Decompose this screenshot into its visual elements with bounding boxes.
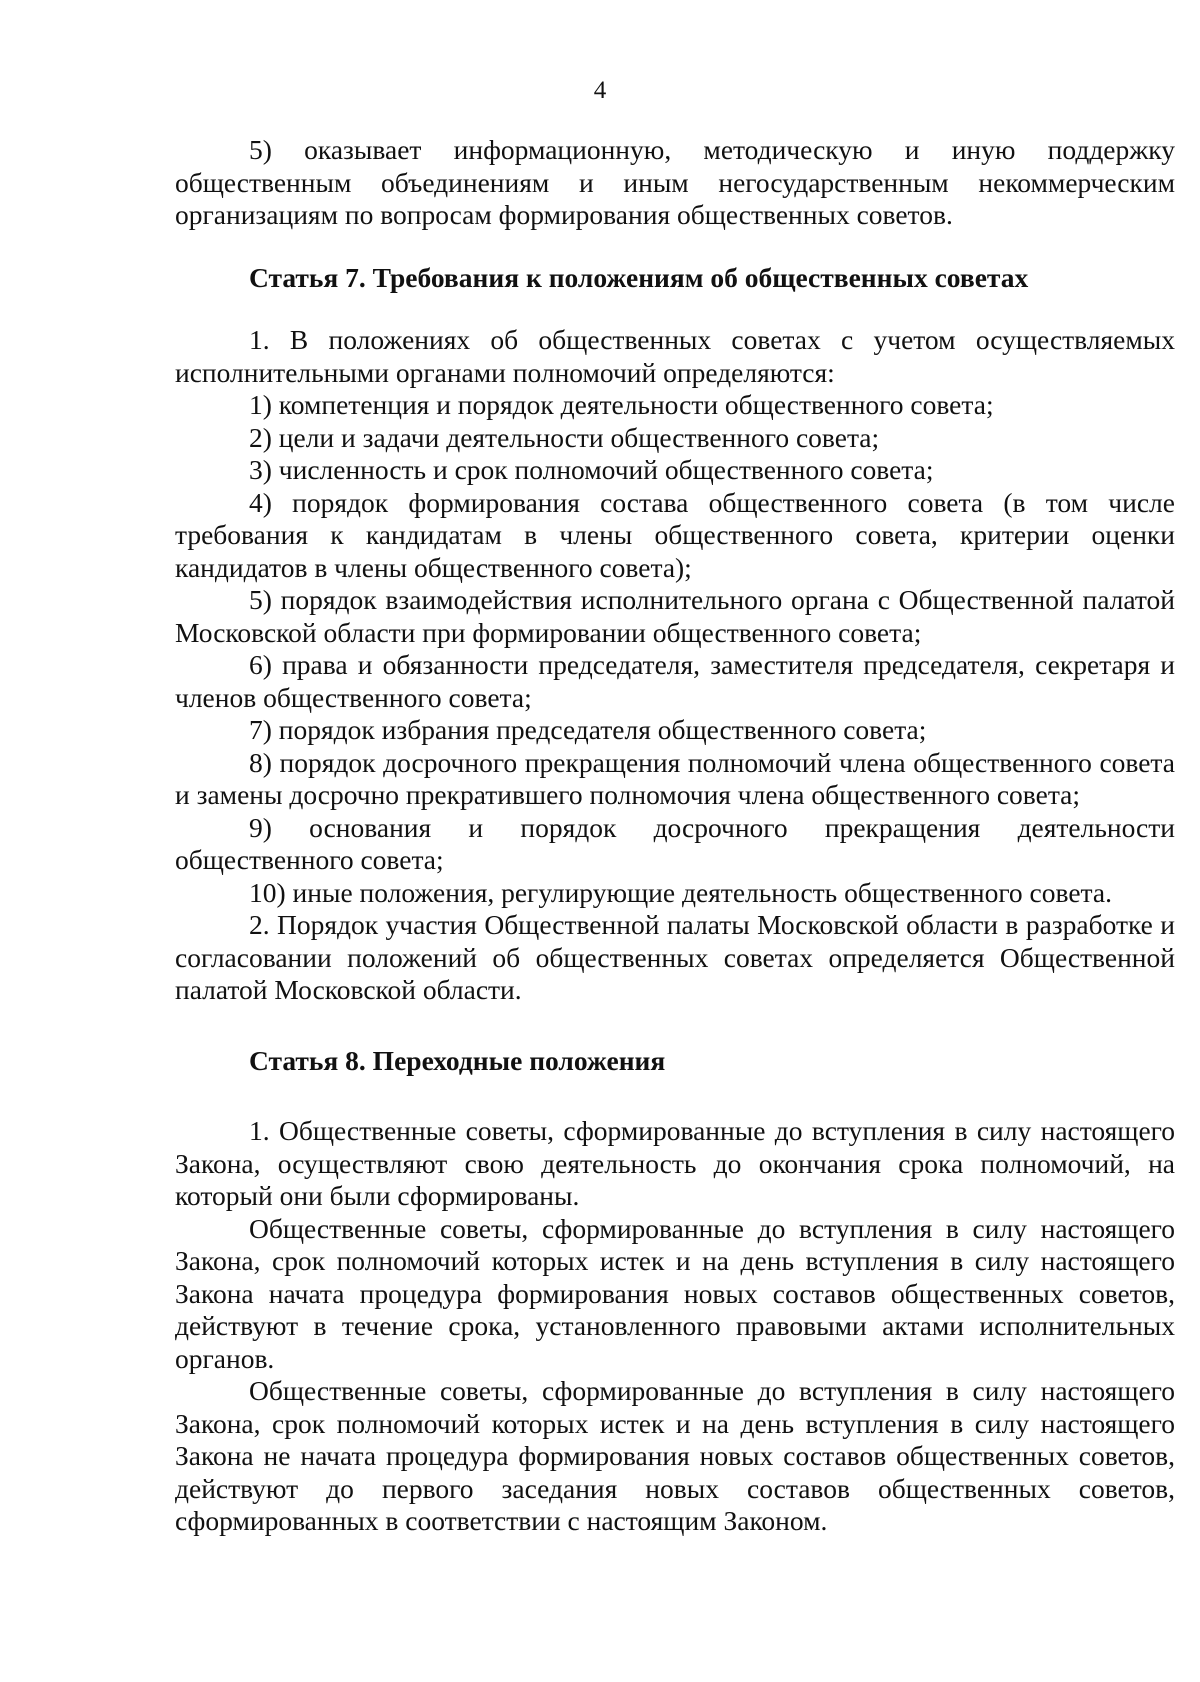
article-8-paragraph: 1. Общественные советы, сформированные до вступления в силу настоящего Закона, осуществляют свою деятельность до окончания срока полномочий, на который они были сформированы. [175, 1115, 1175, 1211]
article-7-paragraph: 1) компетенция и порядок деятельности общественного совета; [249, 389, 994, 420]
article-8-heading: Статья 8. Переходные положения [249, 1044, 666, 1076]
article-7-paragraph: 6) права и обязанности председателя, заместителя председателя, секретаря и членов общественного совета; [175, 649, 1175, 713]
article-7-heading: Статья 7. Требования к положениям об общественных советах [249, 261, 1029, 293]
article-7-paragraph: 9) основания и порядок досрочного прекращения деятельности общественного совета; [175, 811, 1175, 875]
article-7-paragraph: 10) иные положения, регулирующие деятельность общественного совета. [249, 876, 1112, 908]
intro-item: 5) оказывает информационную, методическую и иную поддержку общественным объединениям и иным негосударственным некоммерческим организациям по вопросам формирования общественных советов. [175, 134, 1175, 230]
article-8-paragraph: Общественные советы, сформированные до вступления в силу настоящего Закона, срок полномочий которых истек и на день вступления в силу настоящего Закона не начата процедура формирования новых составов общественных советов, действуют до первого заседания новых составов общественных советов, сформированных в соответствии с настоящим Законом. [175, 1375, 1175, 1536]
article-7-paragraph: 8) порядок досрочного прекращения полномочий члена общественного совета и замены досрочно прекратившего полномочия члена общественного совета; [175, 746, 1175, 810]
article-7-paragraph: 5) порядок взаимодействия исполнительного органа с Общественной палатой Московской области при формировании общественного совета; [175, 584, 1175, 648]
article-7-paragraph: 2. Порядок участия Общественной палаты Московской области в разработке и согласовании положений об общественных советах определяется Общественной палатой Московской области. [175, 909, 1175, 1005]
article-7-paragraph: 7) порядок избрания председателя общественного совета; [249, 714, 927, 745]
article-7-text [175, 324, 1175, 1007]
article-7-paragraph: 2) цели и задачи деятельности общественного совета; [249, 421, 880, 453]
page-number: 4 [593, 77, 607, 104]
document-body [175, 134, 1175, 1538]
article-8-paragraph: Общественные советы, сформированные до вступления в силу настоящего Закона, срок полномочий которых истек и на день вступления в силу настоящего Закона начата процедура формирования новых составов общественных советов, действуют в течение срока, установленного правовыми актами исполнительных органов. [175, 1212, 1175, 1374]
article-7-paragraph: 1. В положениях об общественных советах с учетом осуществляемых исполнительными органами полномочий определяются: [175, 324, 1175, 388]
article-7-paragraph: 3) численность и срок полномочий общественного совета; [249, 454, 934, 485]
article-8-text [175, 1115, 1175, 1538]
article-7-paragraph: 4) порядок формирования состава общественного совета (в том числе требования к кандидатам в члены общественного совета, критерии оценки кандидатов в члены общественного совета); [175, 486, 1175, 583]
